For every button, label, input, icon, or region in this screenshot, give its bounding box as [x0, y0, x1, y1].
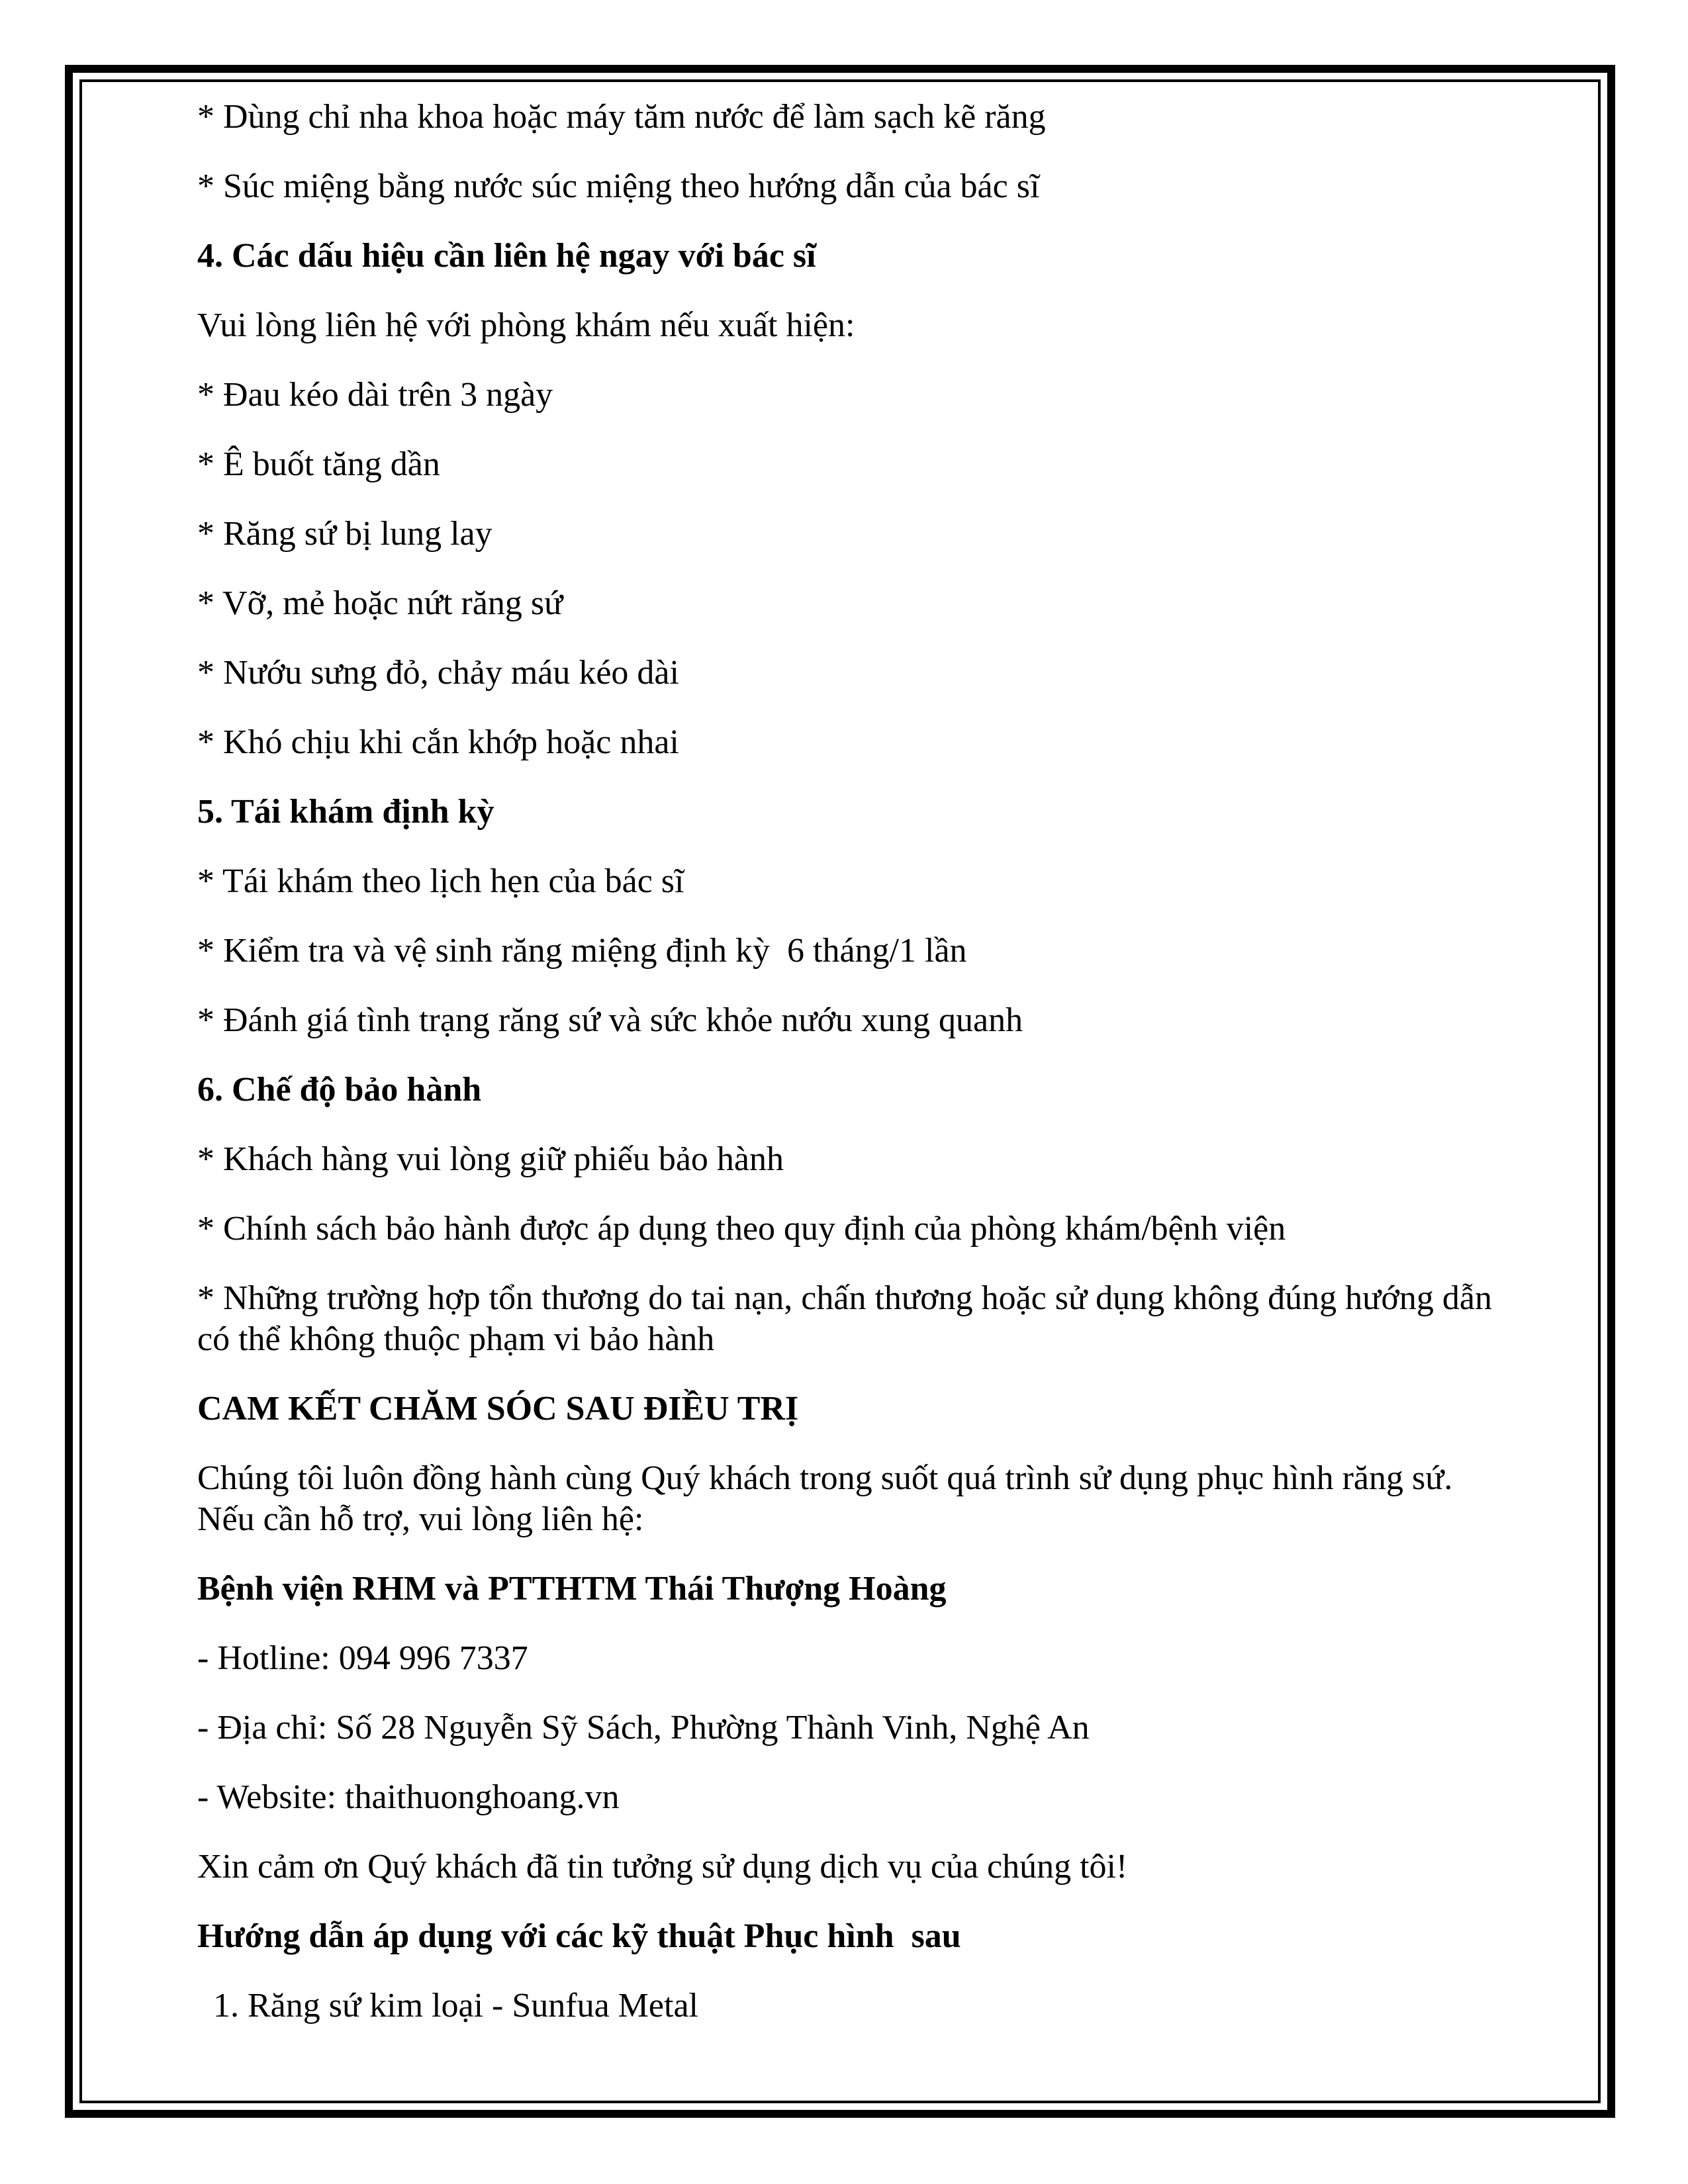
bullet-warranty-policy: * Chính sách bảo hành được áp dụng theo quy định của phòng khám/bệnh viện: [197, 1210, 1286, 1248]
document-body: [197, 91, 1521, 2026]
thanks-message: Xin cảm ơn Quý khách đã tin tưởng sử dụng dịch vụ của chúng tôi!: [197, 1848, 1128, 1886]
guide-item: 1. Răng sứ kim loại - Sunfua Metal: [213, 1987, 698, 2025]
bullet-gum-swelling: * Nướu sưng đỏ, chảy máu kéo dài: [197, 654, 679, 692]
bullet-mouthwash: * Súc miệng bằng nước súc miệng theo hướng dẫn của bác sĩ: [197, 167, 1040, 205]
section-6-heading: 6. Chế độ bảo hành: [197, 1071, 482, 1109]
bullet-floss: * Dùng chỉ nha khoa hoặc máy tăm nước để làm sạch kẽ răng: [197, 98, 1046, 136]
bullet-chipped-crown: * Vỡ, mẻ hoặc nứt răng sứ: [197, 584, 563, 622]
section-4-intro: Vui lòng liên hệ với phòng khám nếu xuất hiện:: [197, 306, 855, 344]
hospital-name: Bệnh viện RHM và PTTHTM Thái Thượng Hoàng: [197, 1570, 947, 1608]
bullet-pain: * Đau kéo dài trên 3 ngày: [197, 376, 553, 414]
commitment-paragraph: Chúng tôi luôn đồng hành cùng Quý khách trong suốt quá trình sử dụng phục hình răng sứ. Nếu cần hỗ trợ, vui lòng liên hệ:: [197, 1459, 1453, 1538]
address: - Địa chỉ: Số 28 Nguyễn Sỹ Sách, Phường Thành Vinh, Nghệ An: [197, 1709, 1090, 1747]
website: - Website: thaithuonghoang.vn: [197, 1778, 620, 1816]
bullet-evaluation: * Đánh giá tình trạng răng sứ và sức khỏe nướu xung quanh: [197, 1001, 1023, 1039]
bullet-followup: * Tái khám theo lịch hẹn của bác sĩ: [197, 862, 684, 900]
bullet-keep-warranty: * Khách hàng vui lòng giữ phiếu bảo hành: [197, 1140, 784, 1178]
bullet-periodic-check: * Kiểm tra và vệ sinh răng miệng định kỳ 6 tháng/1 lần: [197, 932, 967, 970]
guide-heading: Hướng dẫn áp dụng với các kỹ thuật Phục hình sau: [197, 1917, 961, 1955]
hotline: - Hotline: 094 996 7337: [197, 1639, 528, 1677]
section-5-heading: 5. Tái khám định kỳ: [197, 793, 494, 831]
bullet-loose-crown: * Răng sứ bị lung lay: [197, 515, 492, 553]
section-4-heading: 4. Các dấu hiệu cần liên hệ ngay với bác sĩ: [197, 237, 816, 275]
bullet-bite-discomfort: * Khó chịu khi cắn khớp hoặc nhai: [197, 723, 679, 761]
commitment-heading: CAM KẾT CHĂM SÓC SAU ĐIỀU TRỊ: [197, 1390, 799, 1428]
bullet-sensitivity: * Ê buốt tăng dần: [197, 445, 440, 483]
bullet-warranty-exclusion: * Những trường hợp tổn thương do tai nạn, chấn thương hoặc sử dụng không đúng hướng dẫn có thể không thuộc phạm vi bảo hành: [197, 1279, 1492, 1358]
